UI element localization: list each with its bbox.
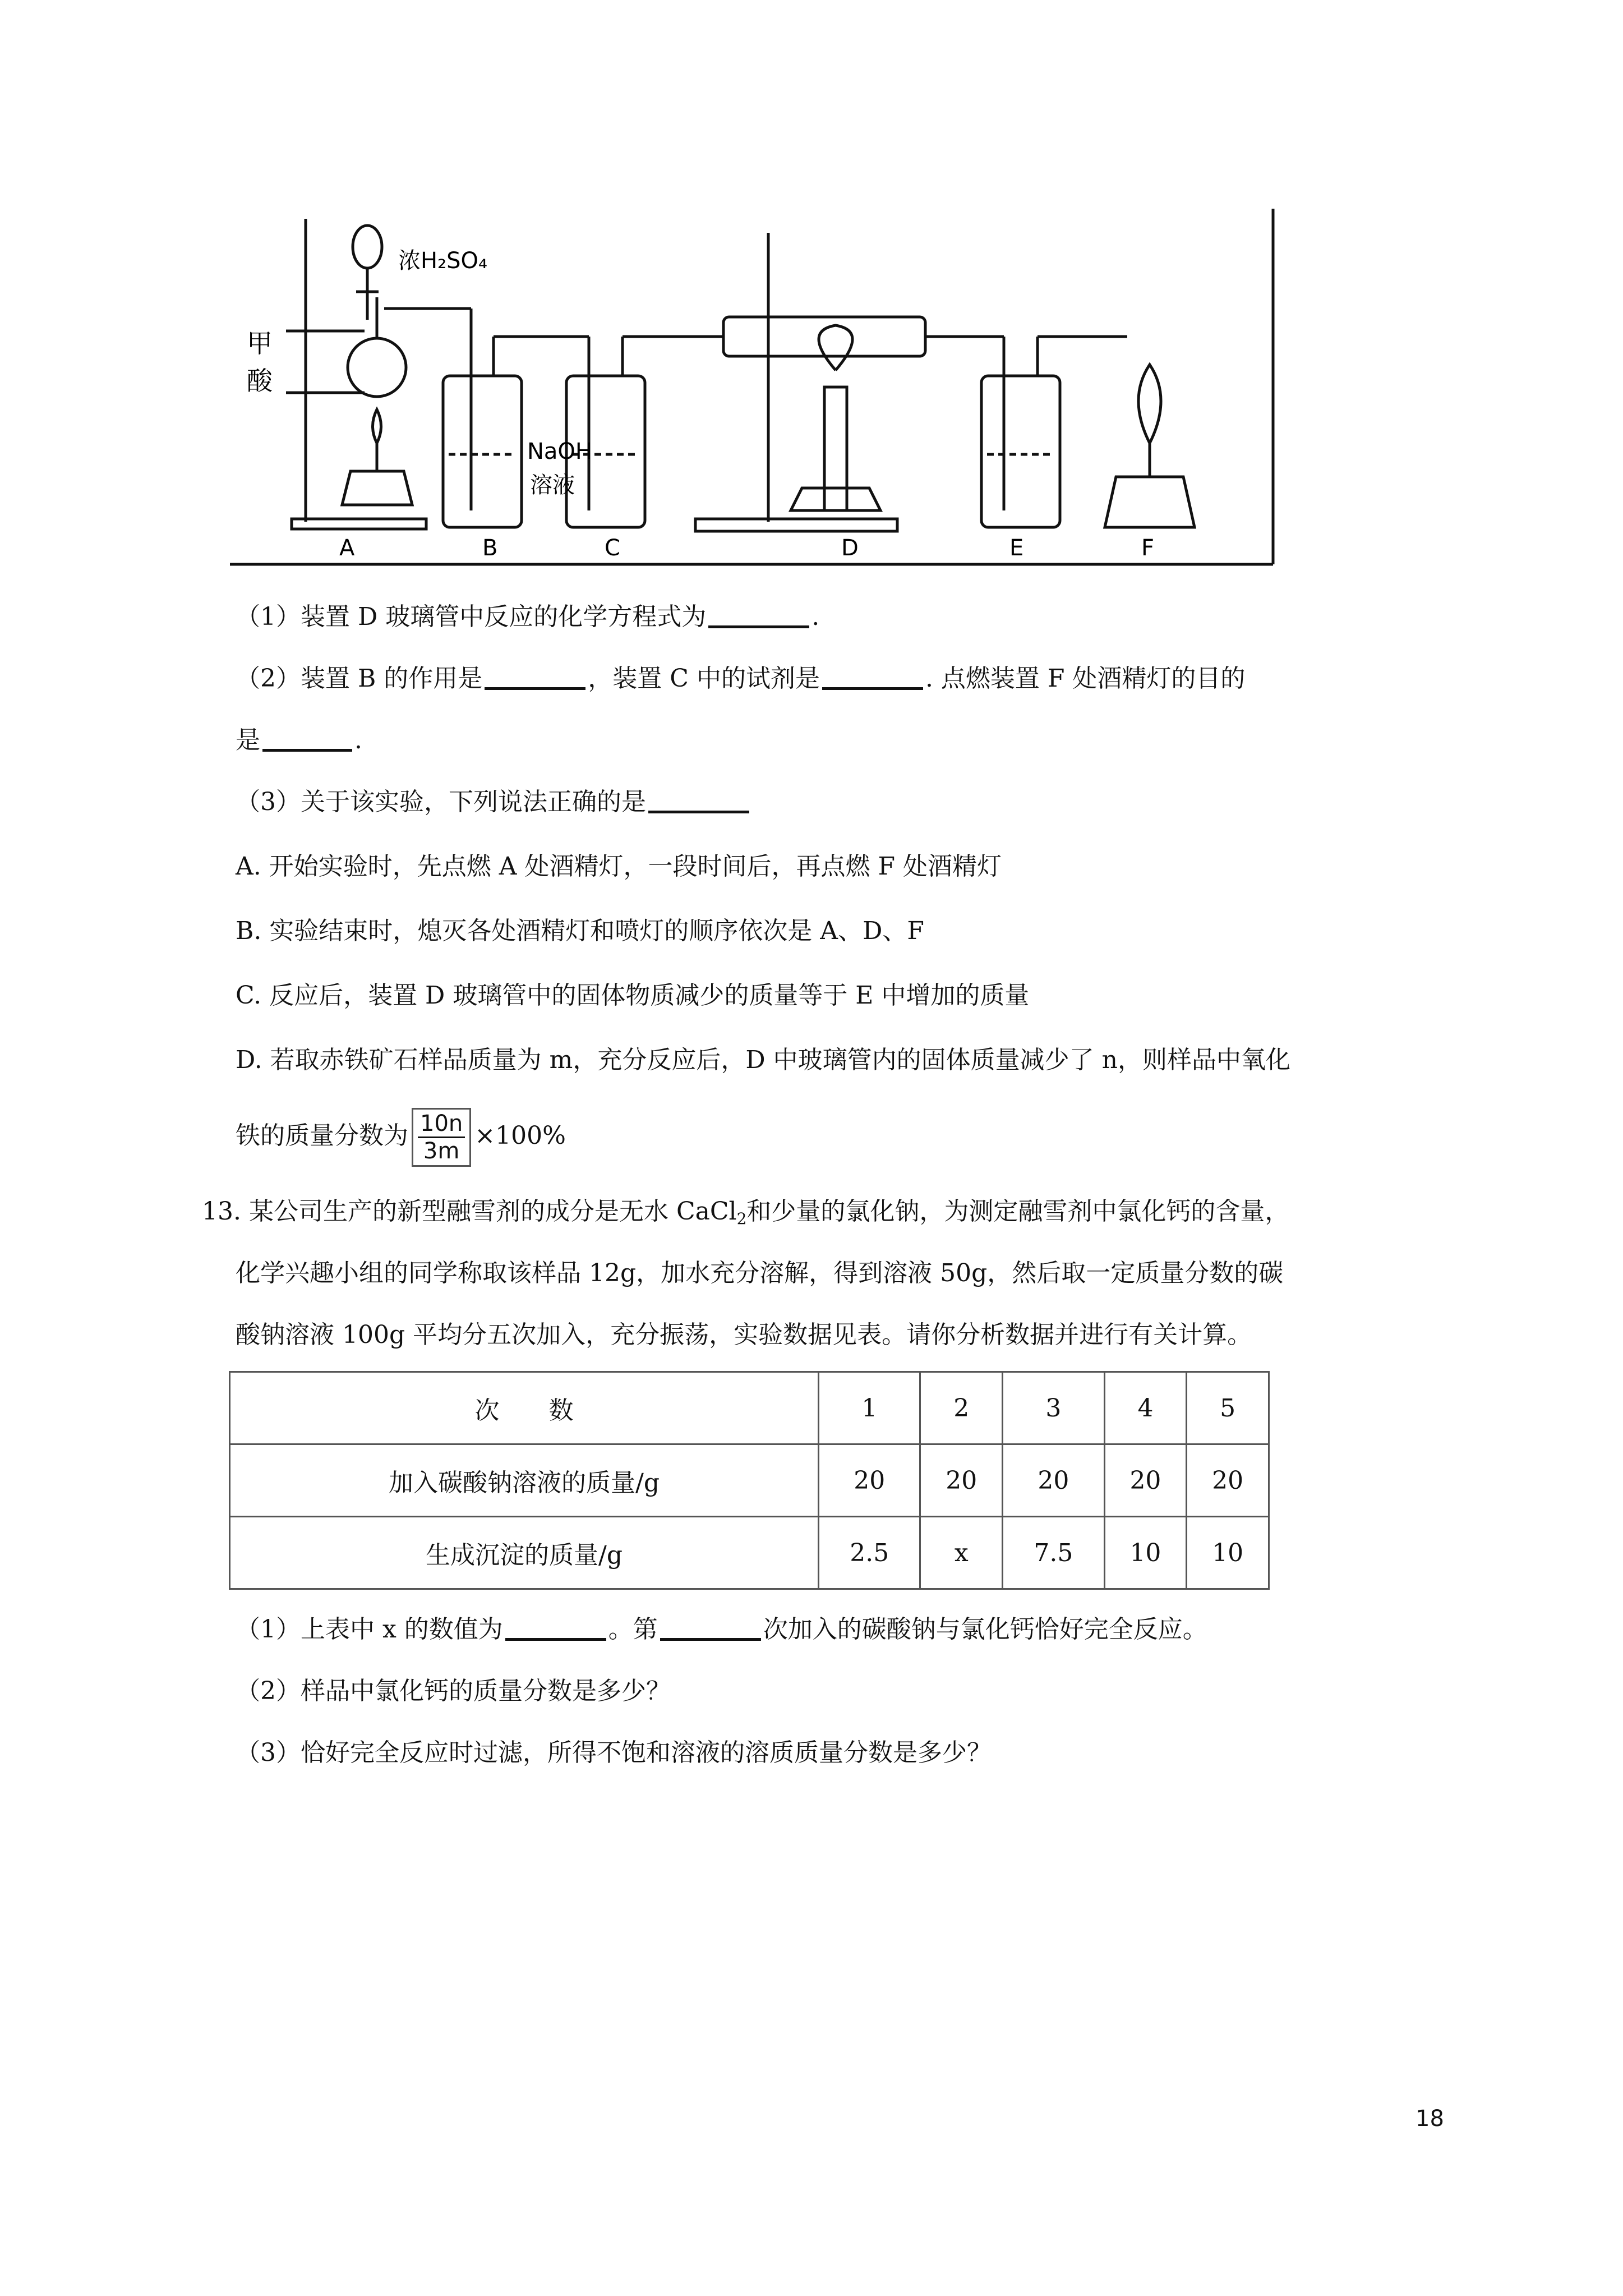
q13-part3: （3）恰好完全反应时过滤，所得不饱和溶液的溶质质量分数是多少？ xyxy=(236,1738,992,1767)
option-b: B. 实验结束时，熄灭各处酒精灯和喷灯的顺序依次是 A、D、F xyxy=(236,917,924,945)
q13-line2: 化学兴趣小组的同学称取该样品 12g，加水充分溶解，得到溶液 50g，然后取一定质量分数的碳 xyxy=(236,1259,1284,1287)
option-d-cont: 铁的质量分数为 $\frac{10n}{3m}$ ×100% xyxy=(236,1105,566,1167)
option-d: D. 若取赤铁矿石样品质量为 m，充分反应后，D 中玻璃管内的固体质量减少了 n，则样品中氧化 xyxy=(236,1046,1290,1074)
q12-part1: （1）装置 D 玻璃管中反应的化学方程式为 . xyxy=(236,602,820,631)
answer-blank[interactable] xyxy=(505,1616,606,1641)
answer-blank[interactable] xyxy=(485,665,585,690)
q12-part2-cont: 是 . xyxy=(236,726,362,754)
answer-blank[interactable] xyxy=(648,788,749,813)
answer-blank[interactable] xyxy=(262,726,352,752)
q12-part3: （3）关于该实验，下列说法正确的是 xyxy=(236,785,751,819)
q13-part2: （2）样品中氯化钙的质量分数是多少？ xyxy=(236,1677,671,1705)
apparatus-label-a: A xyxy=(339,535,355,561)
data-table xyxy=(229,1371,1270,1590)
answer-blank[interactable] xyxy=(822,665,923,690)
option-c: C. 反应后，装置 D 玻璃管中的固体物质减少的质量等于 E 中增加的质量 xyxy=(236,981,1030,1010)
row-header: 次 数 xyxy=(230,1372,819,1444)
apparatus-label-e: E xyxy=(1009,535,1024,561)
option-a: A. 开始实验时，先点燃 A 处酒精灯，一段时间后，再点燃 F 处酒精灯 xyxy=(236,852,1002,881)
table-row: 次 数 1 2 3 4 5 xyxy=(230,1372,1269,1444)
naoh-label-1: NaOH xyxy=(527,439,592,464)
fraction: $\frac{10n}{3m}$ xyxy=(412,1108,471,1167)
q12-part2: （2）装置 B 的作用是 ，装置 C 中的试剂是 . 点燃装置 F 处酒精灯的目的 xyxy=(236,664,1246,693)
acid-label-2: 酸 xyxy=(247,366,273,396)
answer-blank[interactable] xyxy=(708,603,809,628)
table-row: 加入碳酸钠溶液的质量/g 20 20 20 20 20 xyxy=(230,1444,1269,1517)
naoh-label-2: 溶液 xyxy=(530,472,575,498)
acid-label-1: 甲 xyxy=(247,328,273,358)
table-row: 生成沉淀的质量/g 2.5 x 7.5 10 10 xyxy=(230,1517,1269,1589)
answer-blank[interactable] xyxy=(660,1616,761,1641)
apparatus-label-c: C xyxy=(605,535,620,561)
apparatus-label-d: D xyxy=(841,535,859,561)
apparatus-diagram xyxy=(230,208,1284,567)
apparatus-label-f: F xyxy=(1141,535,1155,561)
q13-part1: （1）上表中 x 的数值为 。第 次加入的碳酸钠与氯化钙恰好完全反应。 xyxy=(236,1615,1207,1644)
page-number: 18 xyxy=(1415,2106,1444,2132)
q13-line3: 酸钠溶液 100g 平均分五次加入，充分振荡，实验数据见表。请你分析数据并进行有关计算。 xyxy=(236,1320,1252,1349)
q13-line1: 13. 某公司生产的新型融雪剂的成分是无水 CaCl$_2$和少量的氯化钠，为测定融雪剂中氯化钙的含量， xyxy=(202,1197,1290,1228)
row-header: 生成沉淀的质量/g xyxy=(230,1517,819,1589)
apparatus-label-b: B xyxy=(482,535,498,561)
row-header: 加入碳酸钠溶液的质量/g xyxy=(230,1444,819,1517)
reagent-label: 浓H₂SO₄ xyxy=(398,248,488,274)
